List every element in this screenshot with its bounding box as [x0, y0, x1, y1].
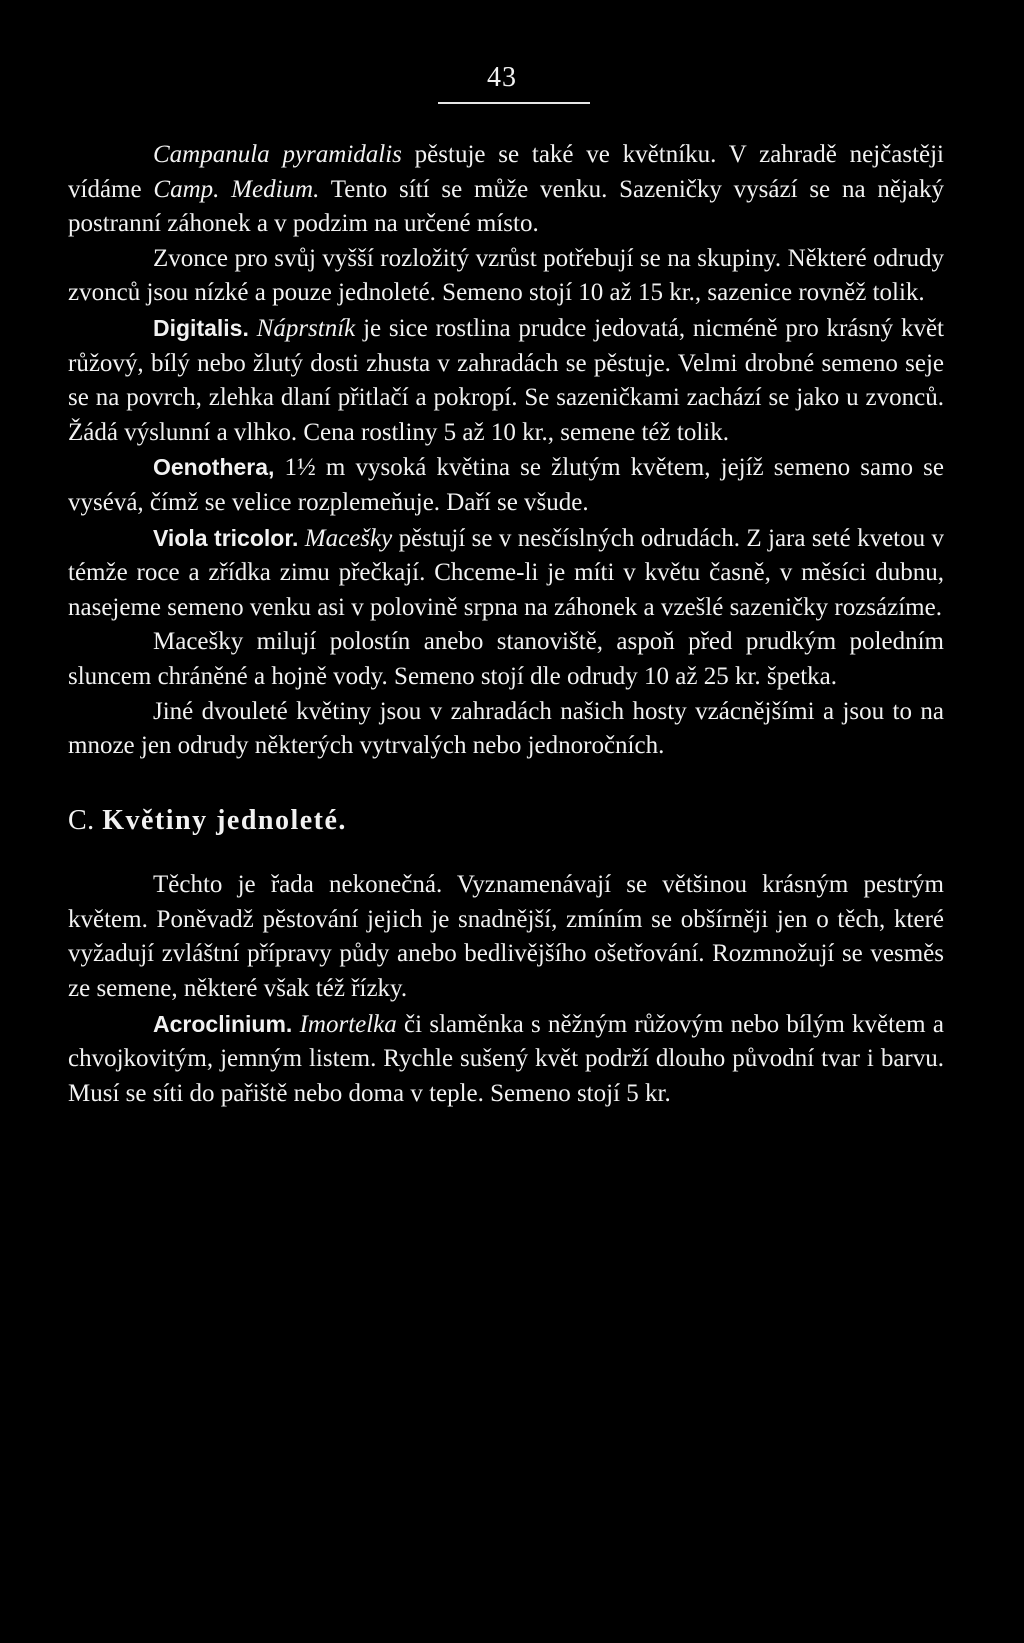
- lead-campanula: Campanula pyramidalis: [153, 141, 402, 168]
- paragraph-oenothera: Oenothera, 1½ m vysoká květina se žlutým květem, jejíž semeno samo se vysévá, čímž se velice rozplemeňuje. Daří se všude.: [68, 454, 944, 516]
- body-text: [68, 138, 944, 1111]
- header-rule: [438, 102, 590, 104]
- lead-digitalis: Digitalis.: [153, 314, 249, 341]
- paragraph-dvoulete: Jiné dvouleté květiny jsou v zahradách našich hosty vzácnějšími a jsou to na mnoze jen odrudy některých vytrvalých nebo jednoročních.: [68, 697, 944, 760]
- paragraph-zvonce: Zvonce pro svůj vyšší rozložitý vzrůst potřebují se na skupiny. Některé odrudy zvonců jsou nízké a pouze jednoleté. Semeno stojí 10 až 15 kr., sazenice rovněž tolik.: [68, 244, 944, 307]
- paragraph-viola: Viola tricolor. Macešky pěstují se v nesčíslných odrudách. Z jara seté kvetou v témže roce a zřídka zimu přečkají. Chceme-li je míti v květu časně, v měsíci dubnu, nasejeme semeno venku asi v polovině srpna na záhonek a vzešlé sazeničky rozsázíme.: [68, 524, 944, 621]
- section-heading: C. Květiny jednoleté.: [68, 804, 347, 836]
- paragraph-campanula: Campanula pyramidalis pěstuje se také ve květníku. V zahradě nejčastěji vídáme Camp. Medium. Tento sítí se může venku. Sazeničky vysází se na nějaký postranní záhonek a v podzim na určené místo.: [68, 141, 944, 238]
- paragraph-acroclinium: Acroclinium. Imortelka či slaměnka s něžným růžovým nebo bílým květem a chvojkovitým, jemným listem. Rychle sušený květ podrží dlouho původní tvar i barvu. Musí se síti do pařiště nebo doma v teple. Semeno stojí 5 kr.: [68, 1010, 944, 1107]
- paragraph-digitalis: Digitalis. Náprstník je sice rostlina prudce jedovatá, nicméně pro krásný květ růžový, bílý nebo žlutý dosti zhusta v zahradách se pěstuje. Velmi drobné semeno seje se na povrch, zlehka dlaní přitlačí a pokropí. Se sazeničkami zachází se jako u zvonců. Žádá výslunní a vlhko. Cena rostliny 5 až 10 kr., semene též tolik.: [68, 314, 944, 446]
- lead-viola: Viola tricolor.: [153, 524, 299, 551]
- paragraph-macesky: Macešky milují polostín anebo stanoviště, aspoň před prudkým poledním sluncem chráněné a hojně vody. Semeno stojí dle odrudy 10 až 25 kr. špetka.: [68, 628, 944, 690]
- page-number: 43: [487, 62, 517, 93]
- lead-acroclinium: Acroclinium.: [153, 1010, 293, 1037]
- paragraph-intro-jednolete: Těchto je řada nekonečná. Vyznamenávají se většinou krásným pestrým květem. Poněvadž pěstování jejich je snadnější, zmíním se obšírněji jen o těch, které vyžadují zvláštní přípravy půdy anebo bedlivějšího ošetřování. Rozmnožují se vesměs ze semene, některé však též řízky.: [68, 871, 944, 1003]
- lead-oenothera: Oenothera,: [153, 454, 275, 481]
